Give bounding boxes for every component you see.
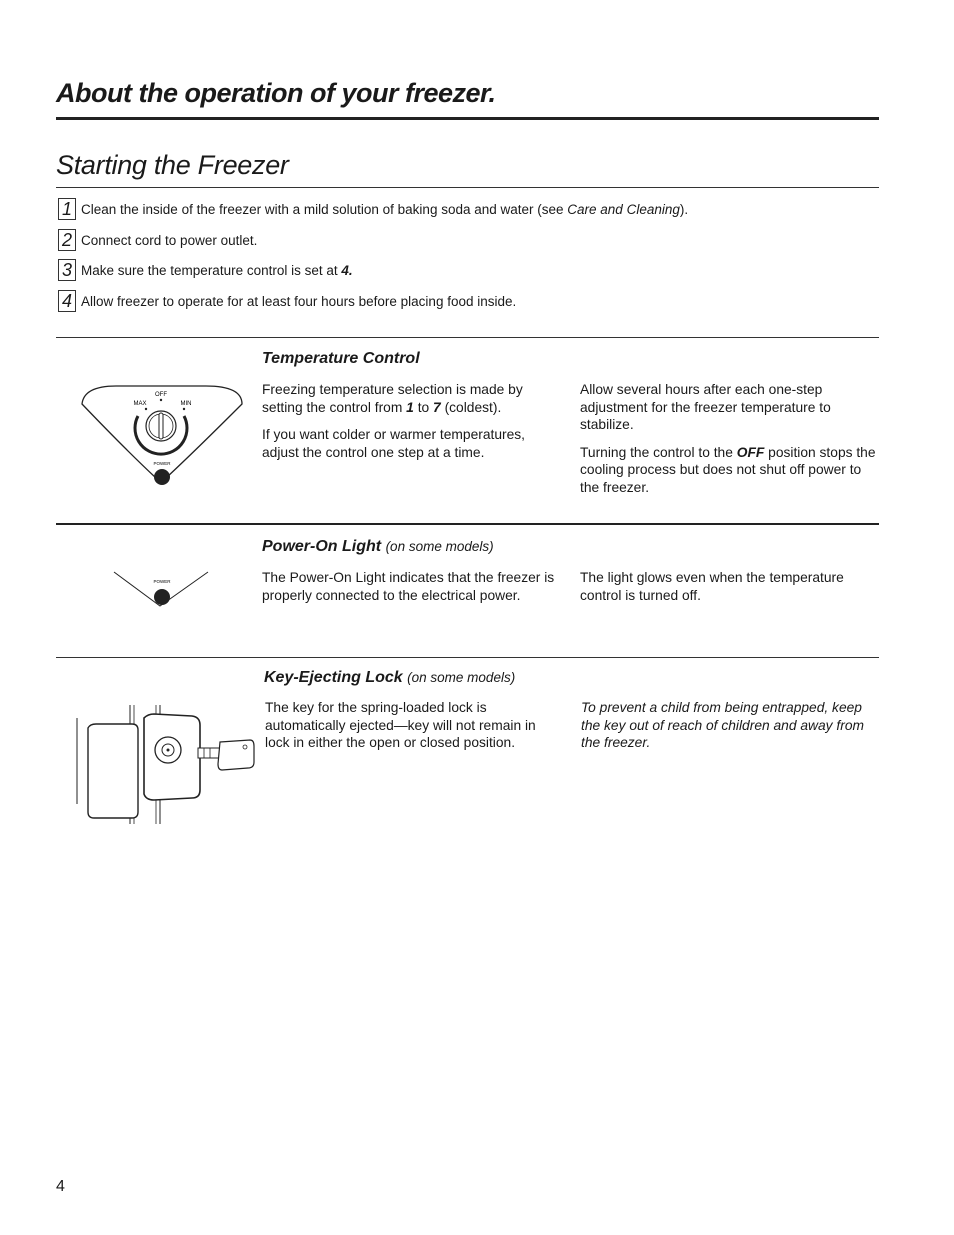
step-text: Connect cord to power outlet. — [81, 232, 258, 248]
step-text: Make sure the temperature control is set at 4. — [81, 262, 353, 278]
power-label: POWER — [153, 579, 171, 584]
section-divider — [56, 187, 879, 188]
step-4 — [58, 290, 516, 312]
power-light-icon — [154, 589, 170, 605]
step-number: 1 — [58, 198, 76, 220]
step-text: Clean the inside of the freezer with a mild solution of baking soda and water (see Care and Cleaning). — [81, 201, 689, 217]
title-divider — [56, 117, 879, 120]
temperature-col-1: Freezing temperature selection is made by setting the control from 1 to 7 (coldest). If you want colder or warmer temperatures, adjust the control one step at a time. — [262, 382, 526, 460]
temperature-dial-illustration — [76, 380, 246, 490]
lock-col-1: The key for the spring-loaded lock is automatically ejected—key will not remain in lock in either the open or closed position. — [265, 700, 536, 750]
power-on-light-heading: Power-On Light (on some models) — [262, 538, 494, 555]
power-light-icon — [154, 469, 170, 485]
step-number: 3 — [58, 259, 76, 281]
power-light-col-1: The Power-On Light indicates that the freezer is properly connected to the electrical power. — [262, 570, 555, 603]
power-light-illustration — [112, 568, 212, 612]
step-3 — [58, 259, 353, 281]
lock-col-2: To prevent a child from being entrapped, keep the key out of reach of children and away from the freezer. — [581, 700, 864, 750]
key-ejecting-lock-heading: Key-Ejecting Lock (on some models) — [264, 669, 516, 686]
step-1 — [58, 198, 688, 220]
temperature-col-2: Allow several hours after each one-step adjustment for the freezer temperature to stabilize. Turning the control to the OFF position stops the cooling process but does not shut off power to the freezer. — [580, 382, 876, 495]
page-number: 4 — [56, 1178, 65, 1195]
power-light-divider — [56, 523, 879, 525]
step-number: 2 — [58, 229, 76, 251]
page-title: About the operation of your freezer. — [56, 78, 496, 108]
step-number: 4 — [58, 290, 76, 312]
dial-min-label: MIN — [180, 401, 192, 407]
power-light-col-2: The light glows even when the temperature control is turned off. — [580, 570, 844, 603]
key-lock-illustration — [72, 700, 256, 826]
dial-power-label: POWER — [153, 461, 171, 466]
section-title: Starting the Freezer — [56, 150, 289, 180]
step-2 — [58, 229, 257, 251]
dial-max-label: MAX — [133, 401, 147, 407]
lock-divider — [56, 657, 879, 658]
step-text: Allow freezer to operate for at least four hours before placing food inside. — [81, 293, 517, 309]
temperature-control-heading: Temperature Control — [262, 350, 420, 367]
temperature-divider — [56, 337, 879, 338]
dial-off-label: OFF — [155, 392, 167, 398]
